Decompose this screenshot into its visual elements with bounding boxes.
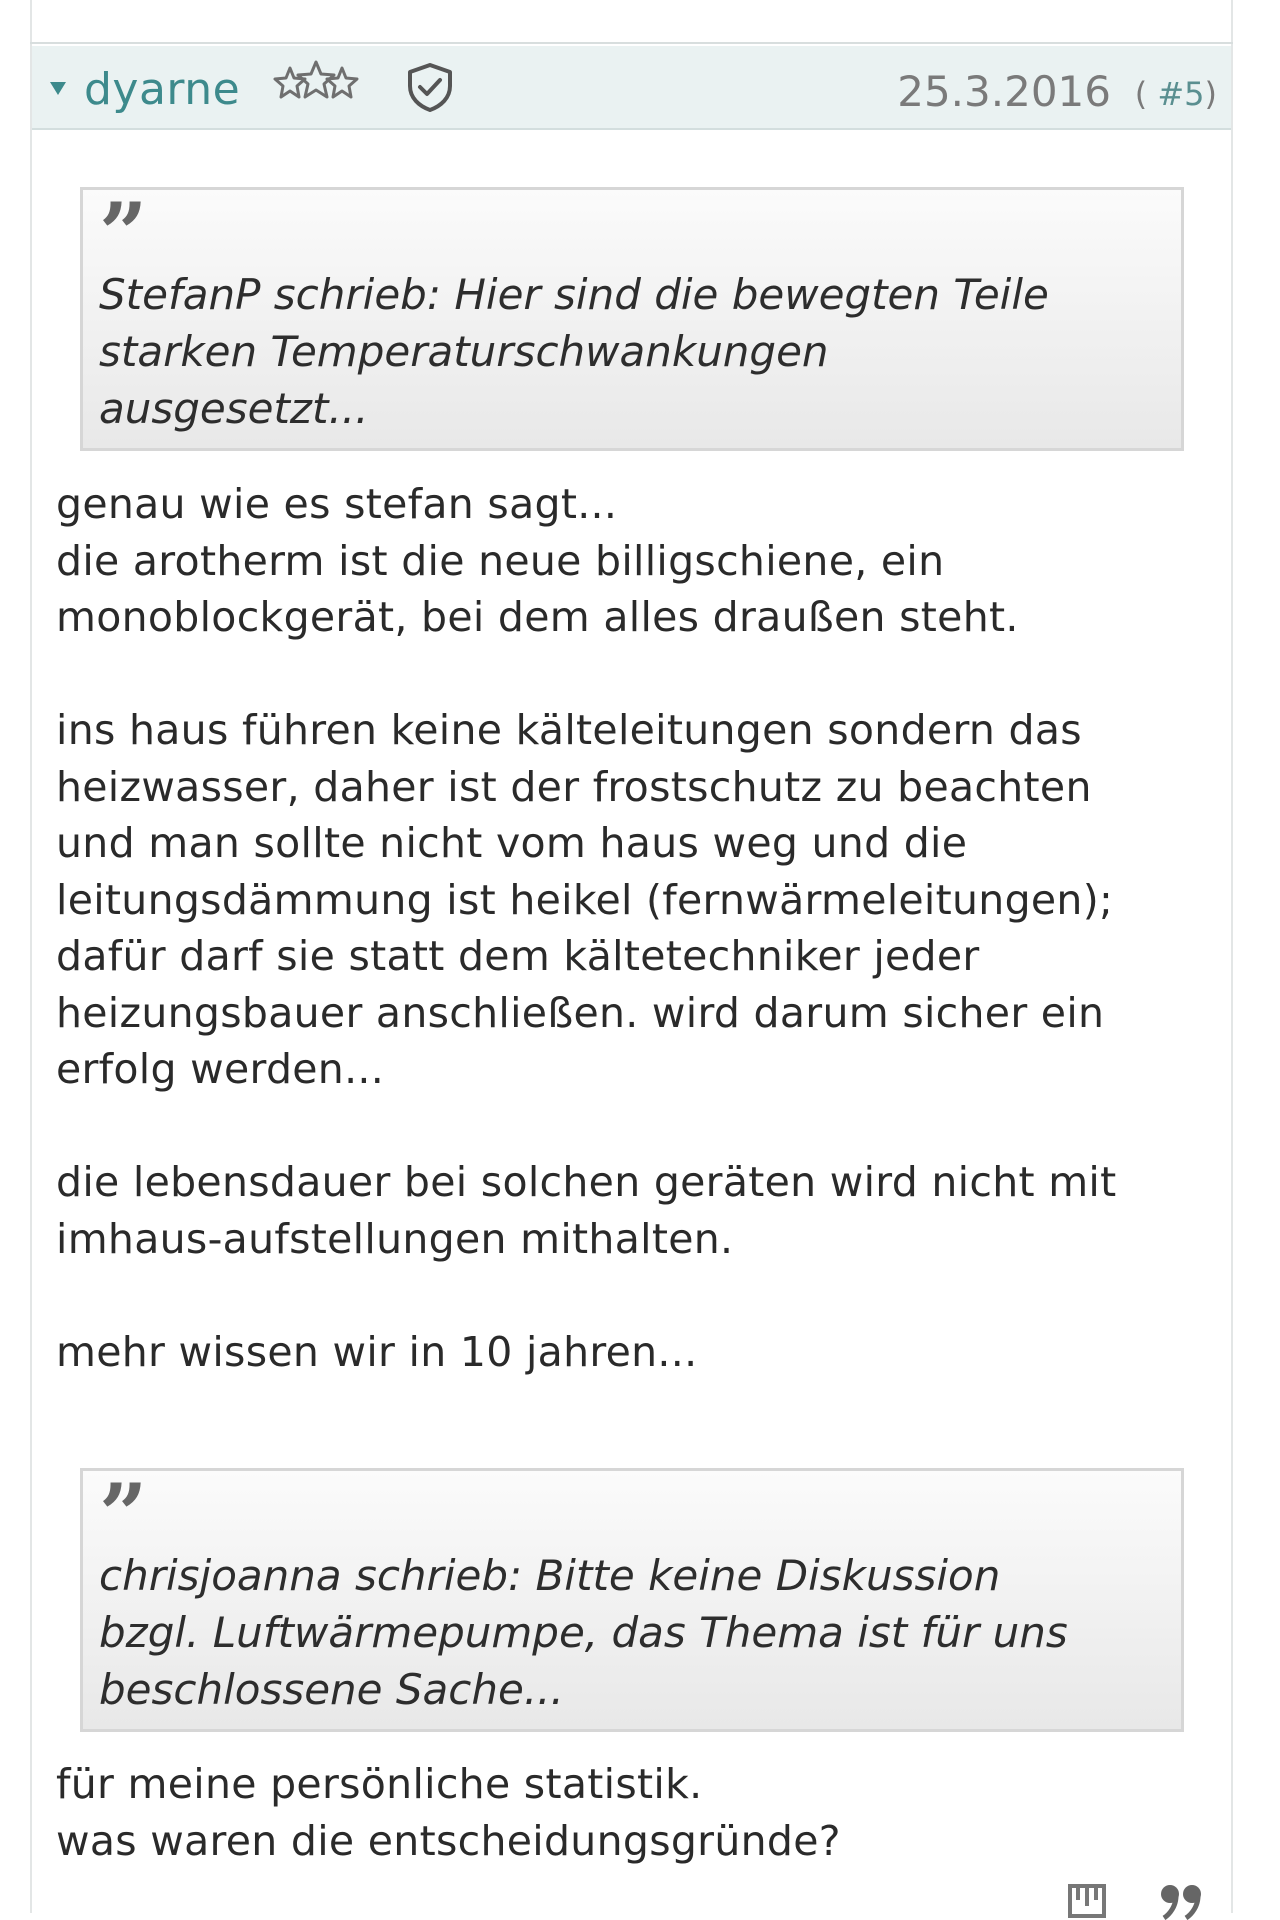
quote-mark-icon: ” [99, 1465, 148, 1564]
caret-down-icon[interactable] [50, 82, 66, 95]
post-number-close: ) [1204, 75, 1217, 113]
post-header [32, 46, 1231, 130]
username-link[interactable]: dyarne [84, 64, 241, 115]
post-number-value[interactable]: #5 [1157, 75, 1205, 113]
quote-mark-icon: ” [99, 184, 148, 283]
quote-block [80, 1465, 1184, 1732]
shield-check-icon [404, 62, 456, 112]
post-body-text: genau wie es stefan sagt... die arotherm ist die neue billigschiene, ein monoblockgerät, bei dem alles draußen steht. ins haus führen keine kälteleitungen sondern das heizwasser, daher ist der frostschutz zu beachten und man sollte nicht vom haus weg und die leitungsdämmung ist heikel (fernwärmeleitungen); dafür darf sie statt dem kältetechniker jeder heizungsbauer anschließen. wird darum sicher ein erfolg werden... die lebensdauer bei solchen geräten wird nicht mit imhaus-aufstellungen mithalten. mehr wissen wir in 10 jahren... [56, 480, 1117, 1376]
post-body-text: für meine persönliche statistik. was waren die entscheidungsgründe? [56, 1760, 841, 1865]
post-number-open: ( [1134, 75, 1148, 113]
quote-icon[interactable] [1158, 1880, 1208, 1920]
post-date: 25.3.2016 [897, 67, 1111, 116]
report-icon[interactable] [1062, 1880, 1112, 1920]
quote-block [80, 184, 1184, 451]
post-number[interactable] [1135, 74, 1217, 114]
quote-text[interactable]: StefanP schrieb: Hier sind die bewegten Teile starken Temperaturschwankungen ausgesetzt... [99, 270, 1049, 433]
post-divider [30, 42, 1233, 44]
quote-text[interactable]: chrisjoanna schrieb: Bitte keine Diskussion bzgl. Luftwärmepumpe, das Thema ist für uns beschlossene Sache... [99, 1551, 1068, 1714]
three-stars-icon [270, 60, 362, 108]
